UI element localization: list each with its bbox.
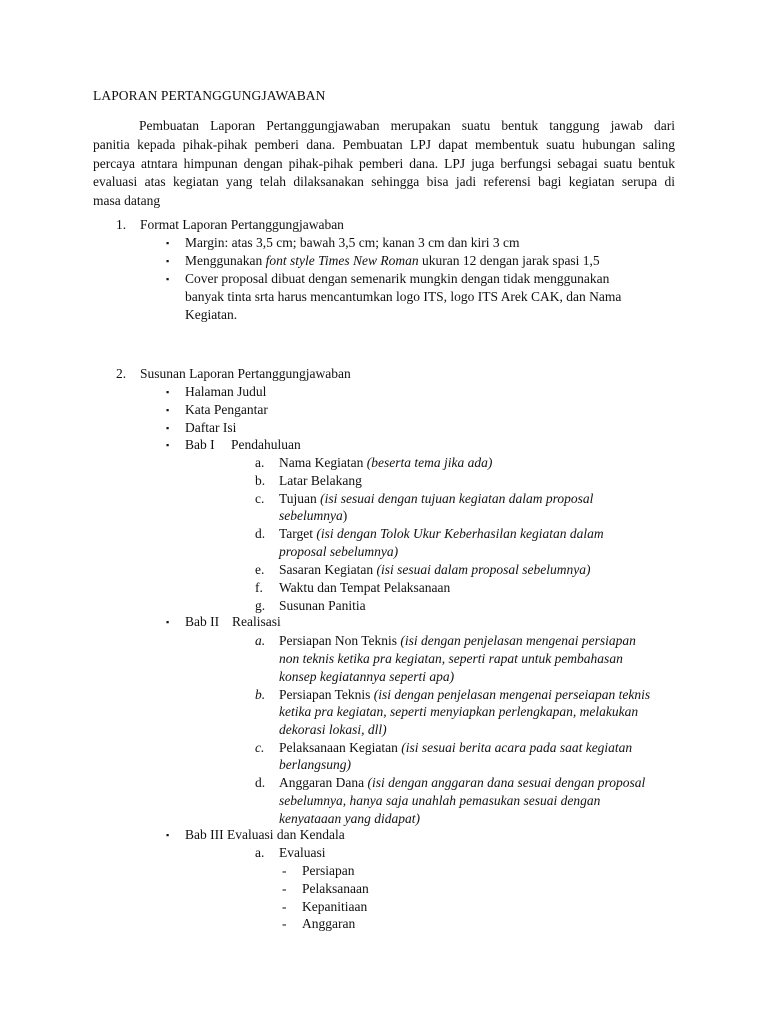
bullet-mark: ▪ (166, 440, 170, 450)
sub-mark: a. (255, 633, 266, 648)
sub-mark: e. (255, 562, 265, 577)
chapter-label: Bab III Evaluasi dan Kendala (185, 827, 345, 842)
bullet-mark: ▪ (166, 423, 170, 433)
chapter-title: Realisasi (232, 614, 281, 629)
sub-item-text: Target (279, 526, 317, 541)
list-item-text: ukuran 12 dengan jarak spasi 1,5 (418, 253, 600, 268)
intro-paragraph (93, 117, 675, 211)
sub-item-continuation: berlangsung) (279, 757, 351, 772)
sub-item-note: (isi dengan anggaran dana sesuai dengan proposal (367, 775, 646, 790)
dash-mark: - (282, 863, 287, 878)
chapter-label: Bab I (185, 437, 215, 452)
sub-mark: d. (255, 526, 266, 541)
list-item: Halaman Judul (185, 384, 267, 399)
sub-item-text: Persiapan Non Teknis (279, 633, 401, 648)
sub-mark: c. (255, 491, 265, 506)
sub-item-text: Pelaksanaan Kegiatan (279, 740, 402, 755)
intro-line: panitia kepada pihak-pihak pemberi dana. Pembuatan LPJ dapat membentuk suatu hubungan saling (93, 136, 675, 152)
sub-mark: b. (255, 473, 266, 488)
sub-item-note: sebelumnya (279, 508, 343, 523)
sub-item (279, 490, 593, 508)
intro-line: masa datang (93, 193, 161, 209)
sub-item-continuation: non teknis ketika pra kegiatan, seperti rapat untuk pembahasan (279, 651, 623, 666)
sub-item-note: (isi dengan penjelasan mengenai persiapan (400, 633, 636, 648)
bullet-mark: ▪ (166, 617, 170, 627)
sub-item: Waktu dan Tempat Pelaksanaan (279, 580, 451, 595)
sub-mark: b. (255, 687, 266, 702)
bullet-mark: ▪ (166, 238, 170, 248)
sub-item (279, 739, 632, 757)
sub-mark: c. (255, 740, 265, 755)
chapter-title: Pendahuluan (231, 437, 301, 452)
bullet-mark: ▪ (166, 405, 170, 415)
sub-item-note: (isi sesuai dalam proposal sebelumnya) (376, 562, 591, 577)
sub-item-text: Anggaran Dana (279, 775, 368, 790)
sub-item-note: (isi dengan penjelasan mengenai perseiapan teknis (373, 687, 651, 702)
bullet-mark: ▪ (166, 830, 170, 840)
sub-item-continuation: dekorasi lokasi, dll) (279, 722, 387, 737)
list-item: Margin: atas 3,5 cm; bawah 3,5 cm; kanan 3 cm dan kiri 3 cm (185, 235, 520, 250)
sub-item-continuation: konsep kegiatannya seperti apa) (279, 669, 455, 684)
sub-item-text: Persiapan Teknis (279, 687, 374, 702)
sub-item: Latar Belakang (279, 473, 362, 488)
list-item-continuation: banyak tinta srta harus mencantumkan logo ITS, logo ITS Arek CAK, dan Nama (185, 289, 622, 304)
list-item-text: Menggunakan (185, 253, 266, 268)
list-item-italic: font style Times New Roman (265, 253, 419, 268)
sub-item-continuation: sebelumnya, hanya saja unahlah pemasukan sesuai dengan (279, 793, 601, 808)
sub-item-continuation: kenyataaan yang didapat) (279, 811, 420, 826)
bullet-mark: ▪ (166, 256, 170, 266)
sub-item (279, 774, 645, 792)
sub-item-note: (beserta tema jika ada) (366, 455, 493, 470)
sub-item: Evaluasi (279, 845, 326, 860)
sub-item-continuation (279, 507, 347, 525)
dash-mark: - (282, 916, 287, 931)
sub-mark: a. (255, 455, 265, 470)
sub-item-text: Nama Kegiatan (279, 455, 367, 470)
list-item: Cover proposal dibuat dengan semenarik mungkin dengan tidak menggunakan (185, 271, 610, 286)
document-title: LAPORAN PERTANGGUNGJAWABAN (93, 88, 326, 103)
sub-item-continuation: proposal sebelumnya) (279, 544, 399, 559)
dash-item: Kepanitiaan (302, 899, 368, 914)
bullet-mark: ▪ (166, 274, 170, 284)
sub-item-text: ) (342, 508, 348, 523)
sub-item (279, 525, 604, 543)
intro-line: percaya atntara himpunan dengan pihak-pihak pemberi dana. LPJ juga berfungsi sebagai suatu bentuk (93, 155, 675, 171)
sub-item (279, 632, 636, 650)
intro-line: evaluasi atas kegiatan yang telah dilaksanakan sehingga bisa jadi referensi bagi kegiatan serupa di (93, 174, 675, 190)
chapter-label: Bab II (185, 614, 220, 629)
list-item (185, 252, 600, 270)
section-heading: Format Laporan Pertanggungjawaban (140, 217, 344, 232)
sub-item (279, 561, 590, 579)
section-heading: Susunan Laporan Pertanggungjawaban (140, 366, 351, 381)
sub-item-note: (isi dengan Tolok Ukur Keberhasilan kegiatan dalam (316, 526, 604, 541)
sub-mark: g. (255, 598, 266, 613)
list-item-continuation: Kegiatan. (185, 307, 238, 322)
sub-item (279, 454, 492, 472)
sub-item-text: Tujuan (279, 491, 321, 506)
sub-item-text: Sasaran Kegiatan (279, 562, 377, 577)
dash-item: Persiapan (302, 863, 355, 878)
bullet-mark: ▪ (166, 387, 170, 397)
intro-line: Pembuatan Laporan Pertanggungjawaban merupakan suatu bentuk tanggung jawab dari (139, 118, 675, 133)
section-number: 1. (116, 217, 127, 232)
sub-item: Susunan Panitia (279, 598, 366, 613)
sub-mark: f. (255, 580, 263, 595)
dash-item: Pelaksanaan (302, 881, 369, 896)
sub-mark: a. (255, 845, 265, 860)
sub-item-continuation: ketika pra kegiatan, seperti menyiapkan perlengkapan, melakukan (279, 704, 639, 719)
section-number: 2. (116, 366, 127, 381)
sub-mark: d. (255, 775, 266, 790)
list-item: Daftar Isi (185, 420, 237, 435)
sub-item (279, 686, 650, 704)
dash-item: Anggaran (302, 916, 356, 931)
dash-mark: - (282, 881, 287, 896)
sub-item-note: (isi sesuai berita acara pada saat kegiatan (401, 740, 633, 755)
dash-mark: - (282, 899, 287, 914)
list-item: Kata Pengantar (185, 402, 268, 417)
sub-item-note: (isi sesuai dengan tujuan kegiatan dalam proposal (320, 491, 594, 506)
